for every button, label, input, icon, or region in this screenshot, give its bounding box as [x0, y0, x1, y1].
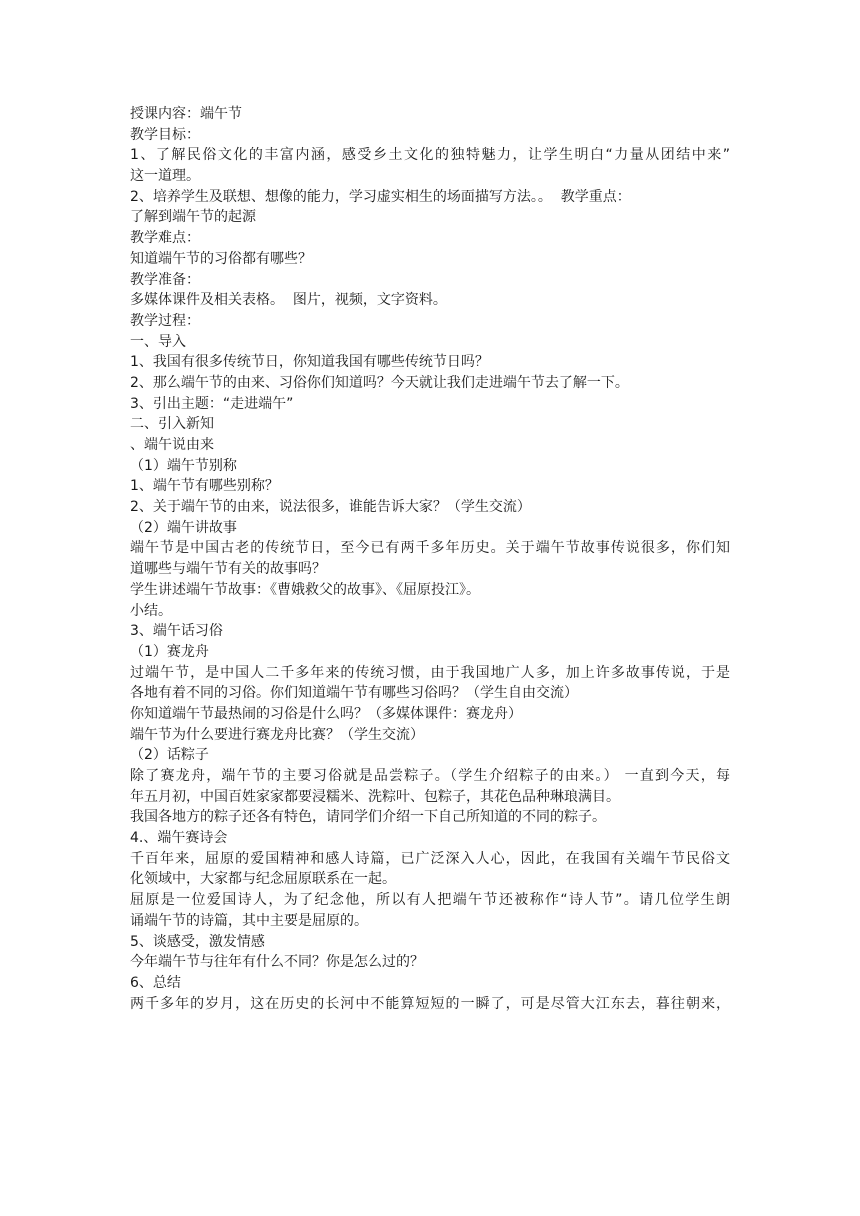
text-line: 教学目标：	[130, 126, 200, 143]
text-line: 过端午节，是中国人二千多年来的传统习惯，由于我国地广人多，加上许多故事传说，于是	[130, 664, 730, 681]
text-line: 千百年来，屈原的爱国精神和感人诗篇，已广泛深入人心，因此，在我国有关端午节民俗文	[130, 850, 730, 867]
text-line: 4.、端午赛诗会	[130, 830, 228, 847]
text-line: 2、关于端午节的由来，说法很多，谁能告诉大家？（学生交流）	[130, 499, 531, 516]
text-line: 多媒体课件及相关表格。 图片，视频，文字资料。	[130, 292, 447, 309]
text-line: 今年端午节与往年有什么不同？你是怎么过的？	[130, 954, 424, 971]
text-line: 你知道端午节最热闹的习俗是什么吗？（多媒体课件：赛龙舟）	[130, 705, 522, 722]
text-line: 一、导入	[130, 333, 186, 350]
text-line: 年五月初，中国百姓家家都要浸糯米、洗粽叶、包粽子，其花色品种琳琅满目。	[130, 788, 620, 805]
text-line: 了解到端午节的起源	[130, 209, 256, 226]
text-line: 3、端午话习俗	[130, 623, 223, 640]
text-line: （1）赛龙舟	[130, 643, 209, 660]
text-line: 2、培养学生及联想、想像的能力，学习虚实相生的场面描写方法。。 教学重点：	[130, 188, 631, 205]
text-line: 、端午说由来	[130, 437, 214, 453]
text-line: 我国各地方的粽子还各有特色，请同学们介绍一下自己所知道的不同的粽子。	[130, 809, 606, 826]
text-line: （2）话粽子	[130, 747, 209, 764]
text-line: 5、谈感受，激发情感	[130, 933, 265, 950]
text-line: 端午节为什么要进行赛龙舟比赛？（学生交流）	[130, 726, 424, 743]
text-line: 两千多年的岁月，这在历史的长河中不能算短短的一瞬了，可是尽管大江东去，暮往朝来，	[130, 995, 730, 1012]
document-page	[130, 104, 730, 1014]
text-line: 3、引出主题：“走进端午”	[130, 395, 294, 412]
text-line: 1、我国有很多传统节日，你知道我国有哪些传统节日吗？	[130, 354, 489, 371]
text-line: 学生讲述端午节故事：《曹娥救父的故事》、《屈原投江》。	[130, 581, 480, 598]
text-line: 屈原是一位爱国诗人，为了纪念他，所以有人把端午节还被称作“诗人节”。请几位学生朗	[130, 892, 730, 909]
text-line: 6、总结	[130, 974, 181, 991]
text-line: 知道端午节的习俗都有哪些？	[130, 250, 312, 267]
text-line: 各地有着不同的习俗。你们知道端午节有哪些习俗吗？（学生自由交流）	[130, 685, 578, 702]
text-line: 授课内容：端午节	[130, 106, 242, 122]
text-line: 二、引入新知	[130, 416, 214, 433]
text-line: 道哪些与端午节有关的故事吗？	[130, 561, 326, 578]
text-line: （2）端午讲故事	[130, 519, 237, 536]
text-line: 1、了解民俗文化的丰富内涵，感受乡土文化的独特魅力，让学生明白“力量从团结中来”	[130, 147, 730, 164]
text-line: 小结。	[130, 602, 172, 619]
text-line: 化领域中，大家都与纪念屈原联系在一起。	[130, 871, 396, 888]
text-line: 教学准备：	[130, 271, 200, 288]
text-line: 端午节是中国古老的传统节日，至今已有两千多年历史。关于端午节故事传说很多，你们知	[130, 540, 730, 557]
text-line: 教学难点：	[130, 230, 200, 247]
text-line: 1、端午节有哪些别称？	[130, 478, 279, 495]
text-line: （1）端午节别称	[130, 457, 237, 474]
text-line: 除了赛龙舟，端午节的主要习俗就是品尝粽子。（学生介绍粽子的由来。） 一直到今天，每	[130, 768, 730, 784]
text-line: 这一道理。	[130, 168, 200, 185]
text-line: 2、那么端午节的由来、习俗你们知道吗？今天就让我们走进端午节去了解一下。	[130, 374, 629, 391]
text-line: 教学过程：	[130, 312, 200, 329]
text-line: 诵端午节的诗篇，其中主要是屈原的。	[130, 912, 368, 929]
